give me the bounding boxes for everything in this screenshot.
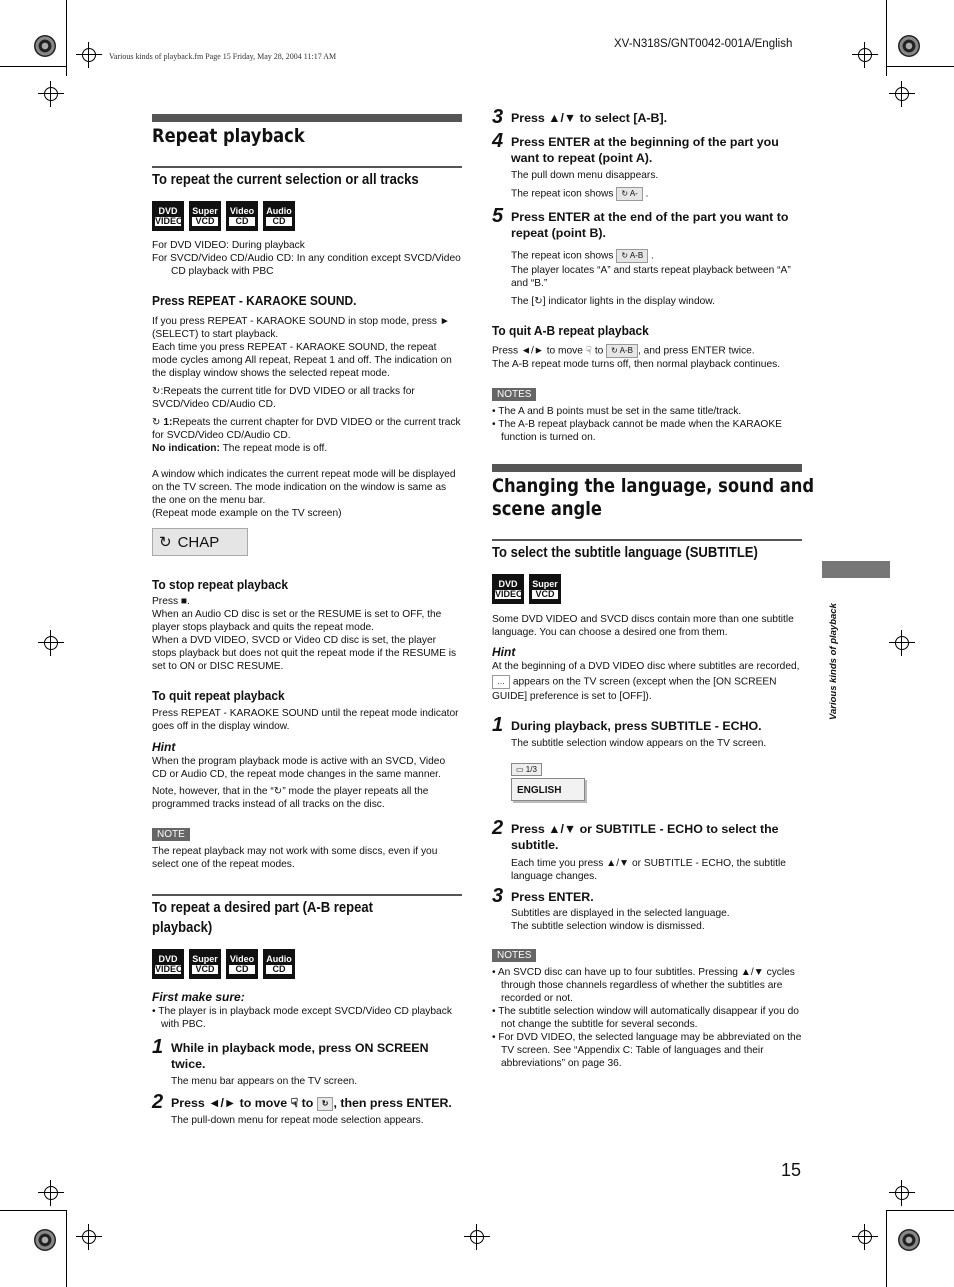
pointer-icon: ☟ <box>585 345 592 357</box>
crop-mark-icon <box>38 81 64 107</box>
crop-mark-icon <box>38 1180 64 1206</box>
repeat-indicator: ↻ A- <box>616 187 642 201</box>
registration-mark-icon <box>898 35 920 57</box>
subtitle-icon: … <box>492 675 510 689</box>
repeat-indicator: ↻ A-B <box>606 344 638 358</box>
repeat-icon: ↻ <box>152 417 164 428</box>
repeat-mode-window: ↻ CHAP <box>152 528 248 556</box>
section-title: Repeat playback <box>152 125 305 147</box>
notes-tag: NOTES <box>492 949 536 962</box>
video-cd-icon: Video CD <box>226 201 258 231</box>
crop-mark-icon <box>76 1224 102 1250</box>
section-title: Changing the language, sound and <box>492 475 815 497</box>
svcd-icon: Super VCD <box>189 949 221 979</box>
audio-cd-icon: Audio CD <box>263 949 295 979</box>
audio-cd-icon: Audio CD <box>263 201 295 231</box>
svcd-icon: Super VCD <box>529 574 561 604</box>
subsection-title: To select the subtitle language (SUBTITLE) <box>492 545 758 561</box>
repeat-icon: ↻ <box>317 1097 334 1111</box>
side-tab-label: Various kinds of playback <box>828 603 839 720</box>
crop-mark-icon <box>38 630 64 656</box>
crop-mark-icon <box>889 630 915 656</box>
dvd-video-icon: DVD VIDEO <box>152 949 184 979</box>
crop-mark-icon <box>889 81 915 107</box>
pointer-icon: ☟ <box>290 1096 299 1110</box>
subtitle-language: ENGLISH <box>511 778 585 801</box>
crop-mark-icon <box>464 1224 490 1250</box>
repeat-indicator: ↻ A-B <box>616 249 648 263</box>
crop-mark-icon <box>852 1224 878 1250</box>
subtitle-window: ▭ 1/3 ENGLISH <box>511 759 585 801</box>
note-tag: NOTE <box>152 828 190 841</box>
repeat-icon: ↻ <box>159 534 172 551</box>
disc-icons <box>152 949 462 979</box>
registration-mark-icon <box>898 1229 920 1251</box>
crop-mark-icon <box>889 1180 915 1206</box>
model-number: XV-N318S/GNT0042-001A/English <box>614 38 793 50</box>
dvd-video-icon: DVD VIDEO <box>492 574 524 604</box>
disc-icons <box>492 574 802 604</box>
section-tab <box>822 561 890 578</box>
dvd-video-icon: DVD VIDEO <box>152 201 184 231</box>
disc-icons <box>152 201 462 231</box>
repeat-icon: ↻ <box>534 296 543 307</box>
file-info: Various kinds of playback.fm Page 15 Friday, May 28, 2004 11:17 AM <box>109 52 337 61</box>
crop-mark-icon <box>852 42 878 68</box>
repeat-icon: ↻ <box>273 786 283 797</box>
subtitle-icon: ▭ <box>516 765 526 775</box>
right-column: 3 Press ▲/▼ to select [A-B]. 4 Press ENTER at the beginning of the part you want to repeat (point A). The pull down menu disappears. The repeat icon shows ↻ A- . 5 Press ENTER at the end of the part you want to repeat (point B). The repeat icon shows ↻ A-B . The player locates “A” and starts repeat playback between “A” and “B.” The [↻] indicator lights in the display window. To quit A-B repeat playback Press ◄/► to move ☟ to ↻ A-B , and press ENTER twice. The A-B repeat mode turns off, then normal playback continues. NOTES • The A and B points must be set in the same title/track. • The A-B repeat playback cannot be made when the KARAOKE function is turned on. Changing the language, sound and scene angle To select the subtitle language (SUBTITLE) DVD VIDEO Super VCD Some DVD VIDEO and SVCD discs contain more than one subtitle language. You can choose a desired one from them. Hint At the beginning of a DVD VIDEO disc where subtitles are recorded, … appears on the TV screen (except when the [ON SCREEN GUIDE] preference is set to [OFF]). 1 During playback, press SUBTITLE - ECHO. The subtitle selection window appears on the TV screen. ▭ 1/3 ENGLISH 2 Press ▲/▼ or SUBTITLE - ECHO to select the subtitle. Each time you press ▲/▼ or SUBTITLE - ECHO, the subtitle language changes. 3 Press ENTER. Subtitles are displayed in the selected language. The subtitle selection window is dismissed. NOTES • An SVCD disc can have up to four subtitles. Pressing ▲/▼ cycles through those channels regardless of whether the subtitles are recorded or not. • The subtitle selection window will automatically disappear if you do not change the subtitle for several seconds. • For DVD VIDEO, the selected language may be abbreviated on the TV screen. See “Appendix C: Table of languages and their abbreviations” on page 36. <box>492 106 815 1070</box>
left-column: Repeat playback To repeat the current selection or all tracks DVD VIDEO Super VCD Video CD Audio CD For DVD VIDEO: During playback For SVCD/Video CD/Audio CD: In any condition except SVCD/Video CD playback with PBC Press REPEAT - KARAOKE SOUND. If you press REPEAT - KARAOKE SOUND in stop mode, press ► (SELECT) to start playback. Each time you press REPEAT - KARAOKE SOUND, the repeat mode cycles among All repeat, Repeat 1 and off. The indication on the display window shows the selected repeat mode. ↻:Repeats the current title for DVD VIDEO or all tracks for SVCD/Video CD/Audio CD. ↻ 1:Repeats the current chapter for DVD VIDEO or the current track for SVCD/Video CD/Audio CD. No indication: The repeat mode is off. A window which indicates the current repeat mode will be displayed on the TV screen. The mode indication on the window is same as the one on the menu bar. (Repeat mode example on the TV screen) ↻ CHAP To stop repeat playback Press ■. When an Audio CD disc is set or the RESUME is set to OFF, the player stops playback and quits the repeat mode. When a DVD VIDEO, SVCD or Video CD disc is set, the player stops playback but does not quit the repeat mode if the RESUME is set to ON or DISC RESUME. To quit repeat playback Press REPEAT - KARAOKE SOUND until the repeat mode indicator goes off in the display window. Hint When the program playback mode is active with an SVCD, Video CD or Audio CD, the repeat mode changes in the same manner. Note, however, that in the “↻” mode the player repeats all the programmed tracks instead of all tracks on the disc. NOTE The repeat playback may not work with some discs, even if you select one of the repeat modes. To repeat a desired part (A-B repeat playback) DVD VIDEO Super VCD Video CD Audio CD First make sure: • The player is in playback mode except SVCD/Video CD playback with PBC. 1 While in playback mode, press ON SCREEN twice. The menu bar appears on the TV screen. 2 Press ◄/► to move ☟ to ↻ , then press ENTER. The pull-down menu for repeat mode selection appears. <box>152 114 462 1127</box>
registration-mark-icon <box>34 1229 56 1251</box>
notes-tag: NOTES <box>492 388 536 401</box>
subsection-title: To repeat the current selection or all tracks <box>152 172 419 188</box>
svcd-icon: Super VCD <box>189 201 221 231</box>
registration-mark-icon <box>34 35 56 57</box>
crop-mark-icon <box>76 42 102 68</box>
repeat-icon: ↻ <box>152 386 161 397</box>
page-number: 15 <box>781 1160 802 1180</box>
video-cd-icon: Video CD <box>226 949 258 979</box>
